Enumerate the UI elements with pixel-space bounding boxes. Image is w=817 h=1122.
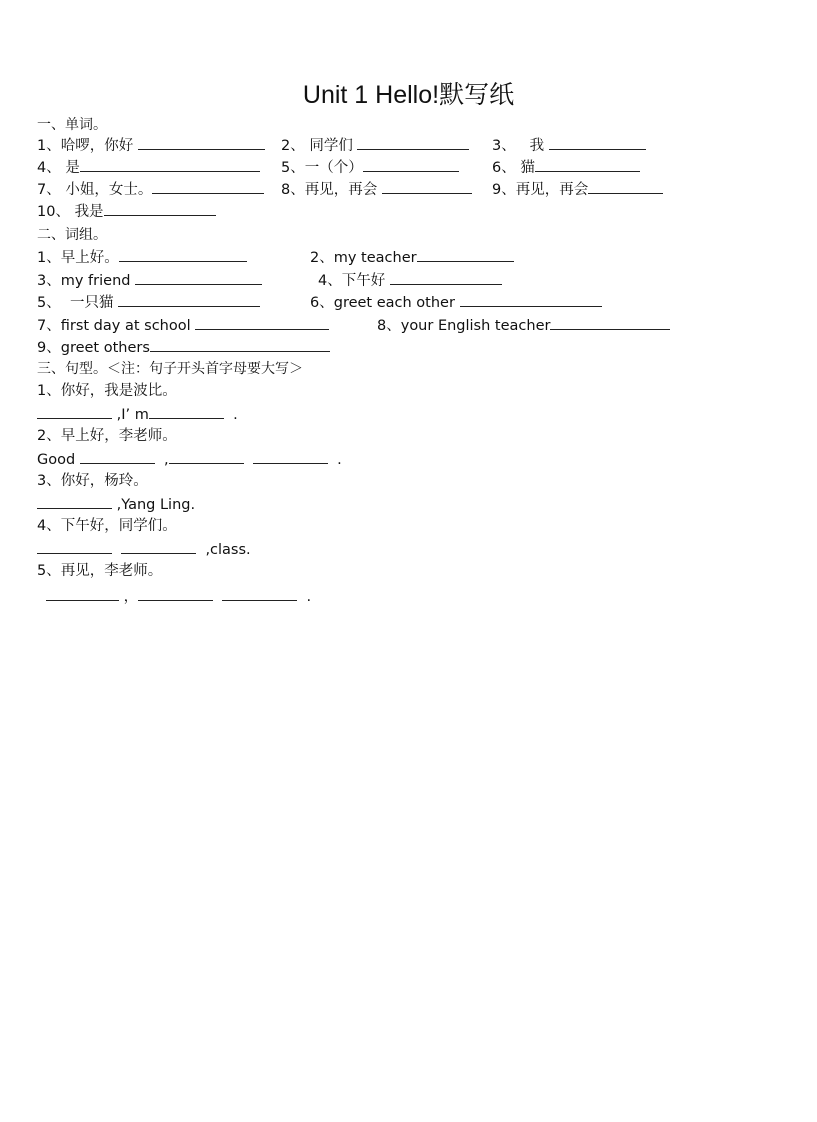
sentence-answer-2 [37,448,342,470]
answer-blank[interactable] [390,269,502,285]
word-item-1 [37,134,265,157]
phrase-item-7 [37,314,329,337]
item-prompt: 下午好 [341,273,386,289]
item-prompt: 哈啰，你好 [60,138,134,154]
answer-blank[interactable] [118,291,260,307]
item-prompt: first day at school [60,318,191,334]
item-prompt: 一（个） [304,160,363,176]
answer-blank[interactable] [80,448,155,464]
item-number: 2、 [281,138,305,154]
item-prompt: 再见，再会 [304,182,378,198]
answer-blank[interactable] [195,314,329,330]
answer-blank[interactable] [169,448,244,464]
answer-blank[interactable] [550,314,670,330]
sentence-answer-4 [37,538,251,560]
word-item-5 [281,156,459,179]
answer-blank[interactable] [222,585,297,601]
phrase-item-5 [37,291,260,314]
word-item-7 [37,178,264,201]
answer-blank[interactable] [135,269,262,285]
answer-blank[interactable] [460,291,602,307]
item-number: 4、 [318,273,342,289]
item-prompt: my teacher [333,250,417,266]
item-number: 4、 [37,160,61,176]
item-number: 8、 [377,318,401,334]
item-number: 3、 [37,273,61,289]
sentence-fragment: ,I’ m [116,407,149,423]
phrase-item-6 [310,291,602,314]
item-prompt: 猫 [520,160,535,176]
sentence-answer-3 [37,493,195,515]
answer-blank[interactable] [253,448,328,464]
phrase-item-3 [37,269,262,292]
word-item-6 [492,156,640,179]
phrase-item-4 [318,269,502,292]
sentence-prompt-2: 2、早上好，李老师。 [37,428,177,444]
answer-blank[interactable] [37,538,112,554]
sentence-prompt-4: 4、下午好，同学们。 [37,518,177,534]
answer-blank[interactable] [535,156,640,172]
phrase-item-9 [37,336,330,359]
item-number: 10、 [37,204,70,220]
phrase-item-2 [310,246,514,269]
sentence-answer-1 [37,403,238,425]
answer-blank[interactable] [80,156,260,172]
answer-blank[interactable] [37,493,112,509]
word-item-3 [492,134,646,157]
item-prompt: 一只猫 [69,295,114,311]
item-prompt: 我 [529,138,545,154]
section-heading-words: 一、单词。 [37,117,107,133]
word-item-4 [37,156,260,179]
item-number: 6、 [310,295,334,311]
answer-blank[interactable] [588,178,663,194]
sentence-prompt-3: 3、你好，杨玲。 [37,473,148,489]
sentence-fragment: . [337,452,342,468]
answer-blank[interactable] [119,246,247,262]
item-prompt: 是 [65,160,80,176]
sentence-fragment: ,Yang Ling. [116,497,196,513]
item-prompt: 小姐，女士。 [65,182,153,198]
item-number: 3、 [492,138,516,154]
item-prompt: 早上好。 [60,250,119,266]
sentence-fragment: Good [37,452,76,468]
word-item-10 [37,200,216,223]
sentence-fragment: ， [123,589,139,605]
answer-blank[interactable] [382,178,472,194]
answer-blank[interactable] [121,538,196,554]
phrase-item-1 [37,246,247,269]
answer-blank[interactable] [549,134,646,150]
page-title: Unit 1 Hello!默写纸 [302,81,515,109]
answer-blank[interactable] [357,134,469,150]
item-number: 6、 [492,160,516,176]
answer-blank[interactable] [363,156,459,172]
sentence-fragment: , [164,452,169,468]
section-heading-sentences: 三、句型。＜注：句子开头首字母要大写＞ [37,361,303,377]
section-heading-phrases: 二、词组。 [37,227,107,243]
answer-blank[interactable] [138,134,265,150]
answer-blank[interactable] [138,585,213,601]
answer-blank[interactable] [152,178,264,194]
item-prompt: 同学们 [309,138,353,154]
sentence-fragment: ,class. [205,542,251,558]
item-number: 5、 [37,295,61,311]
item-number: 8、 [281,182,305,198]
answer-blank[interactable] [150,336,330,352]
item-number: 9、 [37,340,61,356]
sentence-fragment: . [306,589,312,605]
item-number: 7、 [37,318,61,334]
item-prompt: 再见，再会 [515,182,589,198]
sentence-fragment: . [233,407,238,423]
word-item-2 [281,134,469,157]
item-number: 2、 [310,250,334,266]
item-number: 9、 [492,182,516,198]
answer-blank[interactable] [37,403,112,419]
sentence-prompt-1: 1、你好，我是波比。 [37,383,177,399]
answer-blank[interactable] [46,585,119,601]
item-number: 7、 [37,182,61,198]
item-number: 5、 [281,160,305,176]
item-prompt: my friend [60,273,131,289]
item-number: 1、 [37,250,61,266]
sentence-prompt-5: 5、再见，李老师。 [37,563,163,579]
word-item-8 [281,178,472,201]
word-item-9 [492,178,663,201]
item-prompt: greet each other [333,295,455,311]
item-number: 1、 [37,138,61,154]
phrase-item-8 [377,314,670,337]
item-prompt: greet others [60,340,150,356]
item-prompt: 我是 [74,204,104,220]
sentence-answer-5 [46,585,311,607]
answer-blank[interactable] [149,403,224,419]
item-prompt: your English teacher [400,318,551,334]
answer-blank[interactable] [417,246,514,262]
answer-blank[interactable] [104,200,216,216]
